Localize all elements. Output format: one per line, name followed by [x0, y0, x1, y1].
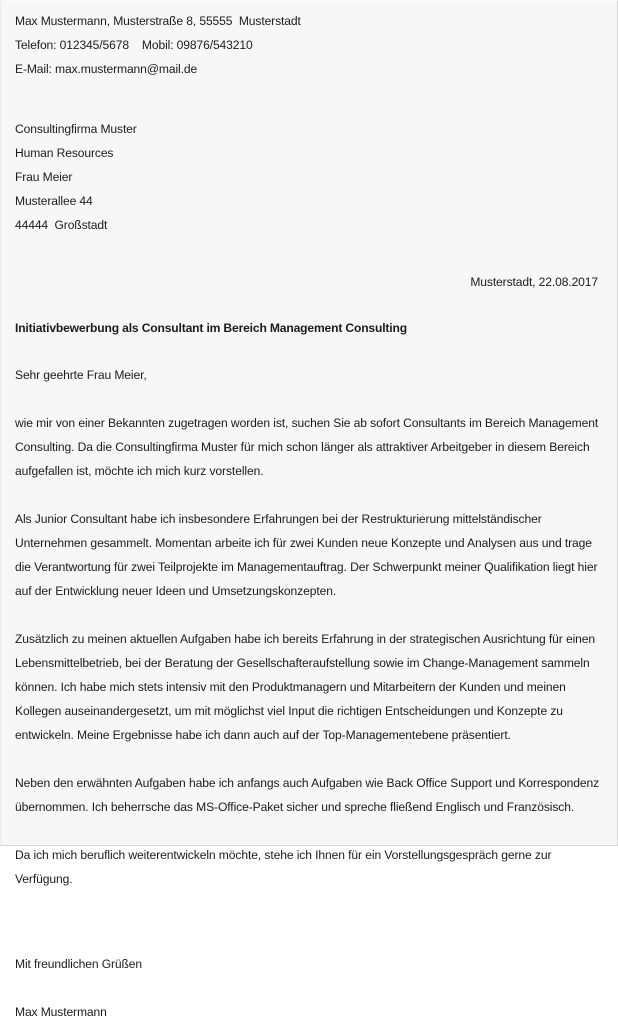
- body-paragraph: Zusätzlich zu meinen aktuellen Aufgaben habe ich bereits Erfahrung in der strategischen Ausrichtung für einen Lebensmittelbetrieb, bei der Beratung der Gesellschafteraufstellung sowie im Change-Management sammeln können. Ich habe mich stets intensiv mit den Produktmanagern und Mitarbeitern der Kunden und meinen Kollegen auseinandergesetzt, um mit möglichst viel Input die richtigen Entscheidungen und Konzepte zu entwickeln. Meine Ergebnisse habe ich dann auch auf der Top-Managementebene präsentiert.: [15, 632, 596, 742]
- body-paragraph: wie mir von einer Bekannten zugetragen worden ist, suchen Sie ab sofort Consultants im Bereich Management Consulting. Da die Consultingfirma Muster für mich schon länger als attraktiver Arbeitgeber in diesem Bereich aufgefallen ist, möchte ich mich kurz vorstellen.: [15, 416, 599, 478]
- recipient-department: Human Resources: [15, 146, 114, 160]
- recipient-contact: Frau Meier: [15, 170, 73, 184]
- sender-email: E-Mail: max.mustermann@mail.de: [15, 62, 198, 76]
- body-paragraph: Neben den erwähnten Aufgaben habe ich anfangs auch Aufgaben wie Back Office Support und Korrespondenz übernommen. Ich beherrsche das MS-Office-Paket sicher und spreche fließend Englisch und Französisch.: [15, 776, 600, 814]
- recipient-city: 44444 Großstadt: [15, 218, 108, 232]
- body-paragraph: Da ich mich beruflich weiterentwickeln möchte, stehe ich Ihnen für ein Vorstellungsgespräch gerne zur Verfügung.: [15, 848, 552, 886]
- sender-name-address: Max Mustermann, Musterstraße 8, 55555 Musterstadt: [15, 14, 301, 28]
- recipient-street: Musterallee 44: [15, 194, 93, 208]
- sender-address-block: [15, 9, 600, 81]
- subject-line: Initiativbewerbung als Consultant im Bereich Management Consulting: [15, 321, 407, 335]
- salutation-line: Sehr geehrte Frau Meier,: [15, 368, 147, 382]
- date-line: Musterstadt, 22.08.2017: [470, 275, 598, 289]
- closing-line: Mit freundlichen Grüßen: [15, 957, 142, 971]
- recipient-address-block: [15, 117, 600, 237]
- sender-phone: Telefon: 012345/5678 Mobil: 09876/543210: [15, 38, 253, 52]
- signature-line: Max Mustermann: [15, 1005, 107, 1019]
- letter-sheet: [1, 1, 617, 1019]
- body-paragraph: Als Junior Consultant habe ich insbesondere Erfahrungen bei der Restrukturierung mittelständischer Unternehmen gesammelt. Momentan arbeite ich für zwei Kunden neue Konzepte und Analysen aus und trage die Verantwortung für zwei Teilprojekte im Managementauftrag. Der Schwerpunkt meiner Qualifikation liegt hier auf der Entwicklung neuer Ideen und Umsetzungskonzepten.: [15, 512, 598, 598]
- recipient-company: Consultingfirma Muster: [15, 122, 137, 136]
